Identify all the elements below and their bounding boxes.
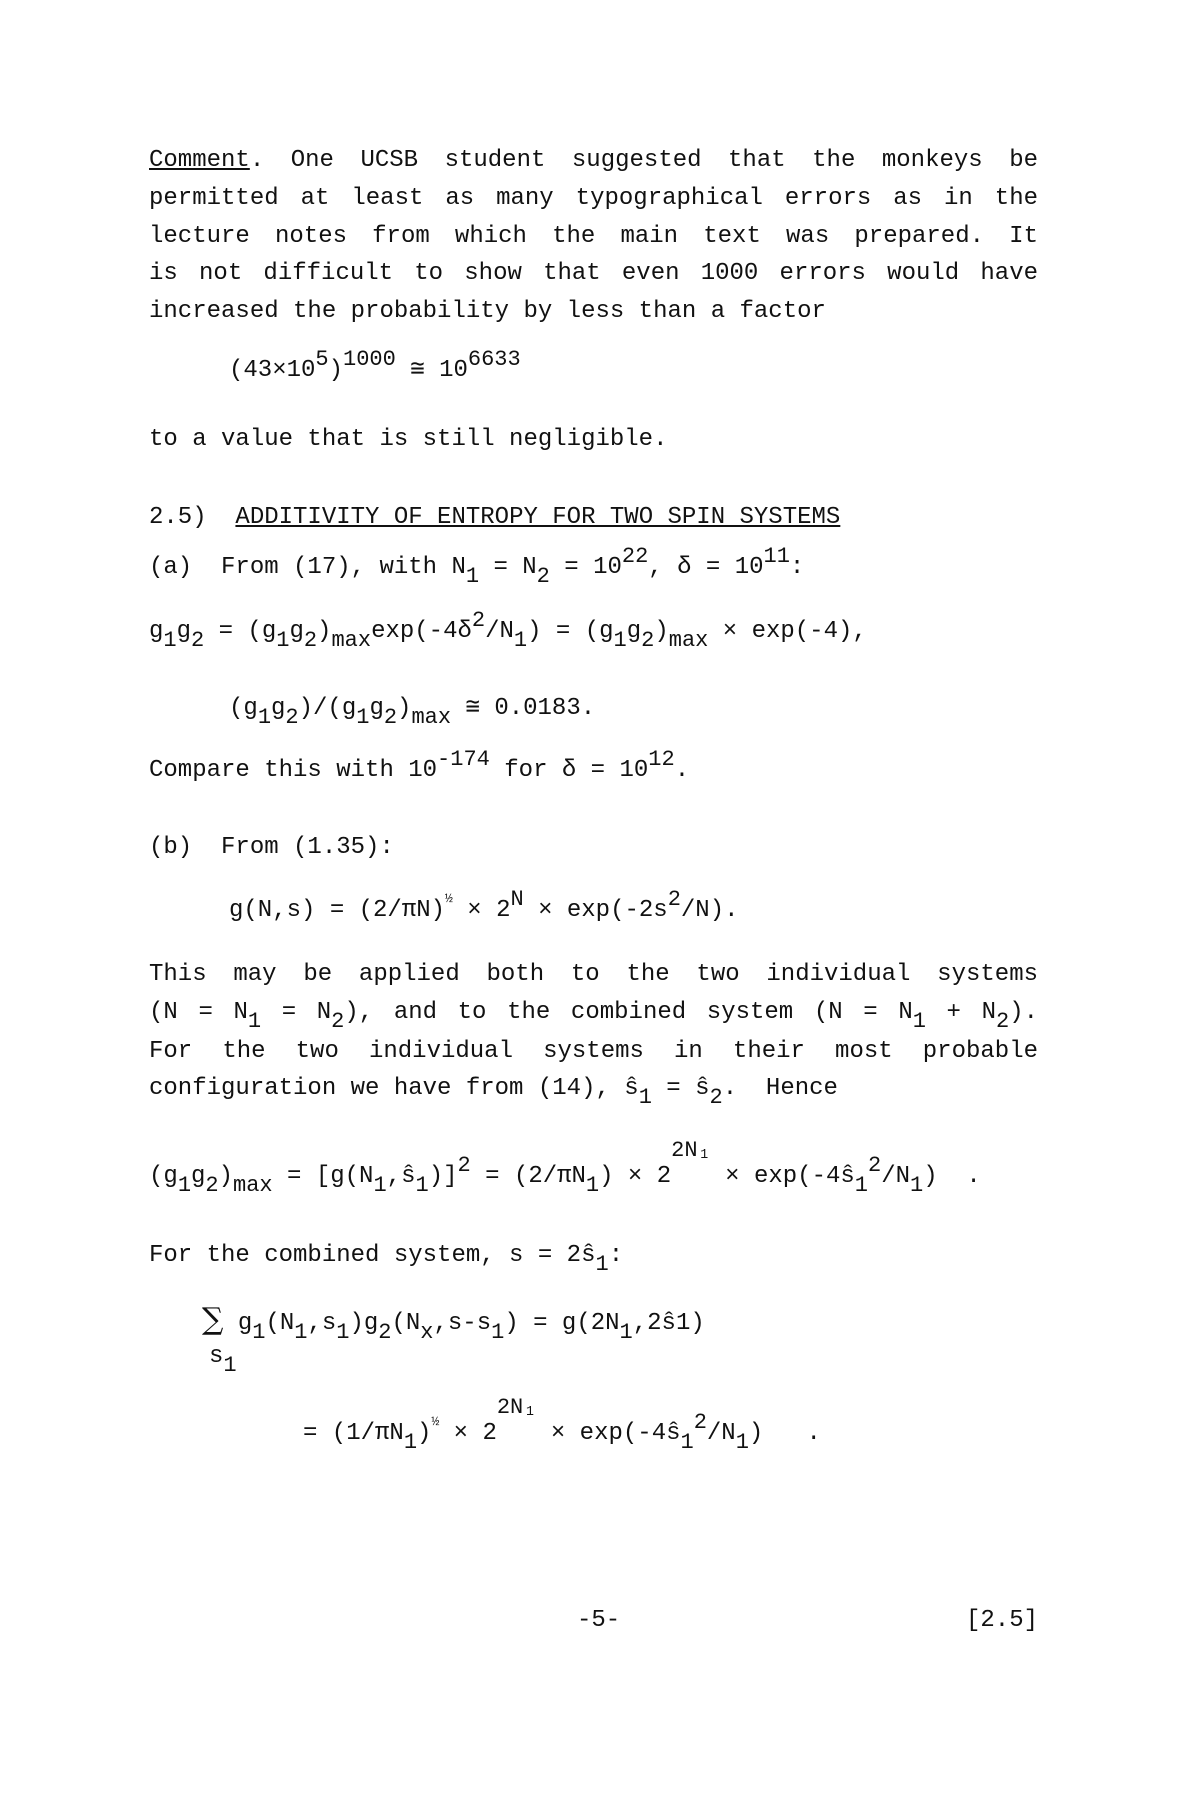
superscript: 2 — [693, 1410, 707, 1435]
text: is not difficult to show that even 1000 errors would have — [149, 260, 1038, 287]
superscript: 6633 — [467, 347, 521, 372]
superscript: 1000 — [343, 347, 396, 372]
text: = [g(N — [272, 1163, 374, 1190]
subscript: 2 — [996, 1009, 1010, 1034]
text: ) . — [748, 1420, 821, 1447]
text: ) — [417, 1420, 432, 1447]
text: ) — [317, 618, 332, 645]
text: : — [789, 554, 805, 581]
sum-index — [209, 1342, 237, 1378]
text: (N — [265, 1310, 295, 1337]
text: = (2/πN — [470, 1163, 586, 1190]
comment-line-5 — [149, 297, 826, 327]
text: ,s — [307, 1310, 337, 1337]
text: g — [149, 618, 164, 645]
text: = N — [479, 554, 537, 581]
subscript: 1 — [415, 1173, 429, 1198]
para-line-4 — [149, 1074, 838, 1110]
text: g — [369, 695, 384, 722]
g1g2-equation — [149, 608, 867, 653]
subscript: 1 — [735, 1430, 749, 1455]
text: Compare this with 10 — [149, 757, 438, 784]
subscript: max — [233, 1173, 273, 1198]
subscript: 1 — [910, 1173, 924, 1198]
superscript: 2 — [471, 608, 486, 633]
text: (a) From (17), with N — [149, 554, 466, 581]
text: × exp(-4ŝ — [710, 1163, 855, 1190]
subscript: 1 — [403, 1430, 418, 1455]
text: + N — [925, 999, 996, 1026]
factor-equation — [229, 347, 521, 386]
subscript: 1 — [912, 1009, 926, 1034]
final-equation — [303, 1395, 821, 1455]
text: (N — [391, 1310, 421, 1337]
subscript: 2 — [641, 628, 655, 653]
text: ,ŝ — [386, 1163, 416, 1190]
subscript: 1 — [491, 1320, 505, 1345]
underlined-text: ADDITIVITY OF ENTROPY FOR TWO SPIN SYSTEMS — [235, 504, 841, 531]
text: g — [223, 1310, 253, 1337]
text: to a value that is still negligible. — [149, 426, 668, 453]
text: × exp(-2s — [523, 897, 668, 924]
text: -5- — [577, 1607, 621, 1634]
text: = (1/πN — [303, 1420, 404, 1447]
subscript: 1 — [373, 1173, 387, 1198]
text: increased the probability by less than a factor — [149, 298, 826, 325]
subscript: 1 — [854, 1173, 868, 1198]
text: ) — [328, 357, 344, 384]
text: For the two individual systems in their most probable — [149, 1038, 1038, 1065]
text: This may be applied both to the two individual systems — [149, 961, 1038, 988]
text: (g — [229, 695, 258, 722]
part-a-line — [149, 544, 805, 589]
text: , δ = 10 — [648, 554, 764, 581]
text: ≅ 10 — [395, 357, 468, 384]
section-heading — [149, 503, 840, 533]
comment-line-3 — [149, 222, 1038, 252]
text: (43×10 — [229, 357, 316, 384]
comment-line-6 — [149, 425, 667, 455]
max-equation — [149, 1138, 981, 1198]
ratio-equation — [229, 694, 596, 730]
text: = 10 — [549, 554, 622, 581]
subscript: 2 — [709, 1085, 723, 1110]
text: configuration we have from (14), ŝ — [149, 1075, 639, 1102]
gns-equation — [229, 887, 739, 928]
text: (b) From (1.35): — [149, 834, 394, 861]
comment-line-1 — [149, 146, 1038, 176]
comment-line-4 — [149, 259, 1038, 289]
summation-symbol: ∑ — [202, 1302, 224, 1337]
subscript: 1 — [257, 705, 272, 730]
text: For the combined system, s = 2ŝ — [149, 1242, 596, 1269]
subscript: 2 — [205, 1173, 219, 1198]
superscript: 11 — [763, 544, 790, 569]
text: g(N,s) = (2/πN) — [229, 897, 446, 924]
para-line-1 — [149, 960, 1038, 990]
text: permitted at least as many typographical errors as in the — [149, 185, 1038, 212]
superscript: -174 — [437, 747, 490, 772]
text: (N = N — [149, 999, 248, 1026]
text: /N — [706, 1420, 736, 1447]
subscript: 1 — [252, 1320, 266, 1345]
text: ), and to the combined system (N = N — [344, 999, 913, 1026]
subscript: 1 — [585, 1173, 600, 1198]
text: × 2 — [439, 1420, 497, 1447]
subscript: 1 — [336, 1320, 350, 1345]
text: ) — [397, 695, 412, 722]
subscript: 2 — [536, 564, 550, 589]
text: × exp(-4), — [708, 618, 867, 645]
superscript: ½ — [445, 891, 453, 906]
subscript: 2 — [383, 705, 398, 730]
text: lecture notes from which the main text was prepared. It — [149, 223, 1038, 250]
text: g — [271, 695, 286, 722]
para-line-2 — [149, 998, 1039, 1034]
text: . — [674, 757, 690, 784]
compare-line — [149, 747, 690, 786]
subscript: 1 — [276, 628, 290, 653]
subscript: 2 — [285, 705, 299, 730]
text: ,s-s — [433, 1310, 492, 1337]
text: [2.5] — [966, 1607, 1039, 1634]
superscript: 2N₁ — [671, 1138, 711, 1163]
subscript: 1 — [163, 628, 177, 653]
superscript: 2 — [667, 887, 681, 912]
subscript: 1 — [356, 705, 370, 730]
subscript: 2 — [378, 1320, 392, 1345]
superscript: 12 — [648, 747, 675, 772]
text: /N — [881, 1163, 910, 1190]
text: ,2ŝ1) — [632, 1310, 705, 1337]
part-b-line — [149, 833, 394, 863]
subscript: x — [420, 1320, 434, 1345]
text: = (g — [204, 618, 277, 645]
subscript: 1 — [223, 1353, 237, 1378]
para-line-3 — [149, 1037, 1038, 1067]
superscript: ½ — [431, 1414, 440, 1429]
text: = ŝ — [651, 1075, 710, 1102]
text: /N — [485, 618, 514, 645]
text: exp(-4δ — [371, 618, 472, 645]
text: 2.5) — [149, 504, 236, 531]
superscript: 22 — [621, 544, 649, 569]
subscript: 1 — [177, 1173, 192, 1198]
subscript: 1 — [680, 1430, 694, 1455]
text: . One UCSB student suggested that the monkeys be — [249, 147, 1038, 174]
text: (g — [149, 1163, 178, 1190]
combined-line — [149, 1241, 624, 1277]
subscript: 1 — [247, 1009, 262, 1034]
section-ref — [966, 1606, 1038, 1636]
subscript: 2 — [191, 628, 205, 653]
subscript: 1 — [619, 1320, 633, 1345]
text: ) = (g — [527, 618, 614, 645]
subscript: 1 — [294, 1320, 308, 1345]
underlined-text: Comment — [149, 147, 250, 174]
subscript: max — [668, 628, 709, 653]
text: g — [191, 1163, 206, 1190]
text: s — [209, 1343, 224, 1370]
text: . Hence — [722, 1075, 838, 1102]
subscript: 1 — [613, 628, 627, 653]
comment-line-2 — [149, 184, 1038, 214]
text: )] — [428, 1163, 458, 1190]
superscript: N — [510, 887, 524, 912]
sum-equation — [202, 1302, 705, 1345]
superscript: 5 — [315, 347, 329, 372]
text: )/(g — [298, 695, 357, 722]
text: ≅ 0.0183. — [451, 695, 596, 722]
text: : — [608, 1242, 624, 1269]
superscript: 2N₁ — [496, 1395, 537, 1420]
text: )g — [349, 1310, 379, 1337]
text: × exp(-4ŝ — [536, 1420, 681, 1447]
text: ) — [218, 1163, 234, 1190]
subscript: 2 — [303, 628, 318, 653]
text: ) . — [923, 1163, 981, 1190]
subscript: 1 — [465, 564, 480, 589]
text: ). — [1009, 999, 1039, 1026]
text: = N — [261, 999, 332, 1026]
text: for δ = 10 — [489, 757, 649, 784]
subscript: max — [331, 628, 372, 653]
subscript: 2 — [331, 1009, 345, 1034]
text: g — [176, 618, 192, 645]
text: ) — [654, 618, 669, 645]
text: × 2 — [452, 897, 511, 924]
subscript: max — [411, 705, 452, 730]
superscript: 2 — [457, 1153, 471, 1178]
subscript: 1 — [595, 1252, 609, 1277]
subscript: 1 — [638, 1085, 652, 1110]
text: ) = g(2N — [504, 1310, 620, 1337]
text: g — [626, 618, 642, 645]
subscript: 1 — [513, 628, 528, 653]
text: g — [289, 618, 304, 645]
text: /N). — [680, 897, 739, 924]
superscript: 2 — [867, 1153, 882, 1178]
text: ) × 2 — [599, 1163, 672, 1190]
page-number — [577, 1606, 620, 1636]
